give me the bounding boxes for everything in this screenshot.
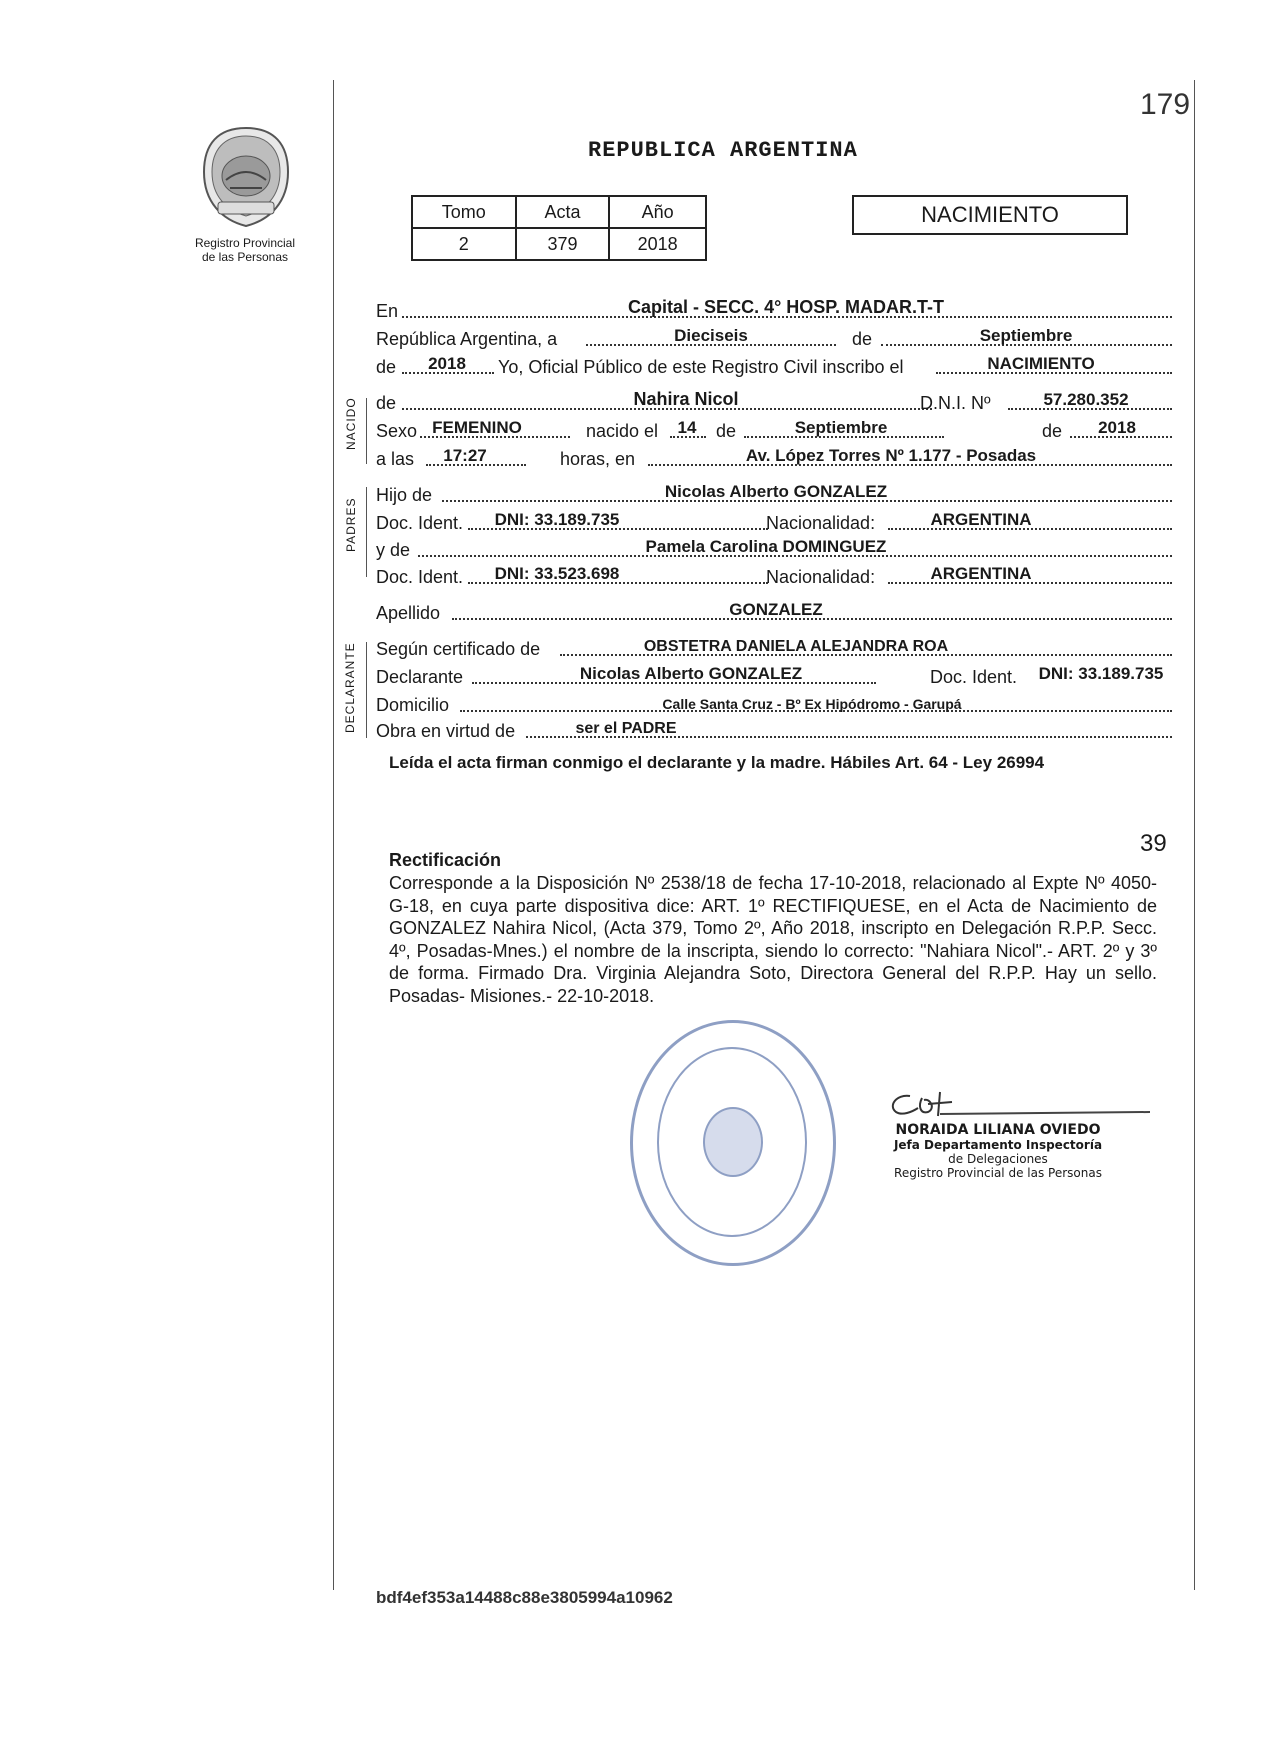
tomo-value: 2 (412, 228, 516, 260)
margin-line-right (1194, 80, 1195, 1590)
side-label-nacido: NACIDO (344, 397, 358, 450)
form-row-hijo (376, 482, 1172, 508)
form-row-father-doc (376, 510, 1172, 536)
nacido-bracket (366, 398, 367, 464)
en-label: En (376, 301, 399, 321)
form-row-sexo (376, 418, 1172, 444)
father-value: Nicolas Alberto GONZALEZ (664, 482, 888, 501)
hijo-label: Hijo de (376, 485, 433, 505)
de3-label: de (716, 421, 737, 441)
signatory-line2: de Delegaciones (948, 1152, 1048, 1166)
anio-header: Año (609, 196, 706, 228)
mother-nat-value: ARGENTINA (930, 564, 1032, 583)
reference-table-header-row (412, 196, 706, 228)
padres-bracket (366, 487, 367, 577)
reference-table-value-row (412, 228, 706, 260)
segun-label: Según certificado de (376, 639, 541, 659)
year-prefix: de (376, 357, 397, 377)
father-doc-value: DNI: 33.189.735 (494, 510, 620, 529)
form-row-en (376, 298, 1172, 324)
nacido-label: nacido el (586, 421, 659, 441)
birth-day-value: 14 (677, 418, 697, 437)
margin-line-left (333, 80, 334, 1590)
closing-statement: Leída el acta firman conmigo el declarante y la madre. Hábiles Art. 64 - Ley 26994 (389, 753, 1045, 772)
anio-value: 2018 (609, 228, 706, 260)
time-value: 17:27 (443, 446, 487, 465)
signatory-line3: Registro Provincial de las Personas (894, 1166, 1102, 1180)
de2-label: de (376, 393, 397, 413)
oficial-text: Yo, Oficial Público de este Registro Civil inscribo el (498, 357, 904, 377)
tomo-header: Tomo (412, 196, 516, 228)
form-row-mother (376, 537, 1172, 563)
form-row-year (376, 354, 1172, 380)
page-number: 179 (1140, 88, 1191, 121)
signature-block (878, 1122, 1118, 1180)
form-row-apellido (376, 600, 1172, 626)
sexo-label: Sexo (376, 421, 418, 441)
form-row-time (376, 446, 1172, 472)
alas-label: a las (376, 449, 415, 469)
document-hash: bdf4ef353a14488c88e3805994a10962 (376, 1588, 673, 1607)
rectification-title: Rectificación (389, 850, 502, 870)
rectification-body: Corresponde a la Disposición Nº 2538/18 de fecha 17-10-2018, relacionado al Expte Nº 4050-G-18, en cuya parte dispositiva dice: ART. 1º RECTIFIQUESE, en el Acta de Nacimiento de GONZALEZ Nahira Nicol, (Acta 379, Tomo 2º, Año 2018, inscripto en Delegación R.P.P. Secc. 4º, Posadas-Mnes.) el nombre de la inscripta, siendo lo correcto: "Nahiara Nicol".- ART. 2º y 3º de forma. Firmado Dra. Virginia Alejandra Soto, Directora General del R.P.P. Hay un sello. Posadas- Misiones.- 22-10-2018. (389, 873, 1157, 1006)
de4-label: de (1042, 421, 1063, 441)
signatory-line1: Jefa Departamento Inspectoría (893, 1138, 1103, 1152)
year-value: 2018 (428, 354, 466, 373)
province-seal-logo (196, 124, 296, 230)
father-nac-label: Nacionalidad: (766, 513, 876, 533)
decl-doc-label: Doc. Ident. (930, 667, 1018, 687)
father-nat-value: ARGENTINA (930, 510, 1032, 529)
mother-doc-value: DNI: 33.523.698 (494, 564, 620, 583)
mother-value: Pamela Carolina DOMINGUEZ (645, 537, 887, 556)
apellido-value: GONZALEZ (729, 600, 823, 619)
form-row-declarante (376, 664, 1172, 690)
birth-month-value: Septiembre (794, 418, 888, 437)
day-value: Dieciseis (674, 326, 748, 345)
logo-caption-line1: Registro Provincial (194, 236, 296, 250)
reference-table (411, 195, 707, 261)
mother-nac-label: Nacionalidad: (766, 567, 876, 587)
side-label-declarante: DECLARANTE (343, 642, 357, 733)
official-stamp (630, 1020, 836, 1266)
declarante-bracket (366, 642, 367, 738)
sexo-value: FEMENINO (432, 418, 522, 437)
decl-doc-value: DNI: 33.189.735 (1038, 664, 1164, 683)
logo-caption-line2: de las Personas (201, 250, 289, 264)
en-value: Capital - SECC. 4° HOSP. MADAR.T-T (628, 297, 944, 317)
form-row-republica (376, 326, 1172, 352)
republica-label: República Argentina, a (376, 329, 558, 349)
mother-doc-label: Doc. Ident. (376, 567, 464, 587)
form-row-obra (376, 718, 1172, 744)
inscribe-value: NACIMIENTO (987, 354, 1095, 373)
name-value: Nahira Nicol (633, 389, 739, 409)
yde-label: y de (376, 540, 411, 560)
segun-value: OBSTETRA DANIELA ALEJANDRA ROA (643, 638, 949, 655)
declarante-label: Declarante (376, 667, 464, 687)
domicilio-value: Calle Santa Cruz - Bº Ex Hipódromo - Garupá (662, 696, 962, 712)
record-type-box: NACIMIENTO (852, 195, 1128, 235)
logo-caption (170, 236, 320, 264)
month-value: Septiembre (979, 326, 1073, 345)
rectification-number: 39 (1140, 830, 1167, 857)
signature-mark (880, 1090, 1160, 1120)
dni-label: D.N.I. Nº (920, 393, 991, 413)
side-label-padres: PADRES (344, 497, 358, 552)
de-label: de (852, 329, 873, 349)
acta-header: Acta (516, 196, 610, 228)
declarante-value: Nicolas Alberto GONZALEZ (579, 664, 803, 683)
birth-year-value: 2018 (1098, 418, 1136, 437)
place-value: Av. López Torres Nº 1.177 - Posadas (745, 446, 1037, 465)
form-row-segun (376, 636, 1172, 662)
form-row-domicilio (376, 692, 1172, 718)
acta-value: 379 (516, 228, 610, 260)
domicilio-label: Domicilio (376, 695, 450, 715)
father-doc-label: Doc. Ident. (376, 513, 464, 533)
obra-value: ser el PADRE (575, 720, 677, 737)
official-stamp-emblem (703, 1107, 763, 1177)
horas-label: horas, en (560, 449, 636, 469)
dni-value: 57.280.352 (1043, 390, 1129, 409)
apellido-label: Apellido (376, 603, 441, 623)
obra-label: Obra en virtud de (376, 721, 516, 741)
form-row-mother-doc (376, 564, 1172, 590)
form-row-name (376, 390, 1172, 416)
signatory-name: NORAIDA LILIANA OVIEDO (895, 1122, 1101, 1138)
document-title: REPUBLICA ARGENTINA (588, 138, 858, 163)
